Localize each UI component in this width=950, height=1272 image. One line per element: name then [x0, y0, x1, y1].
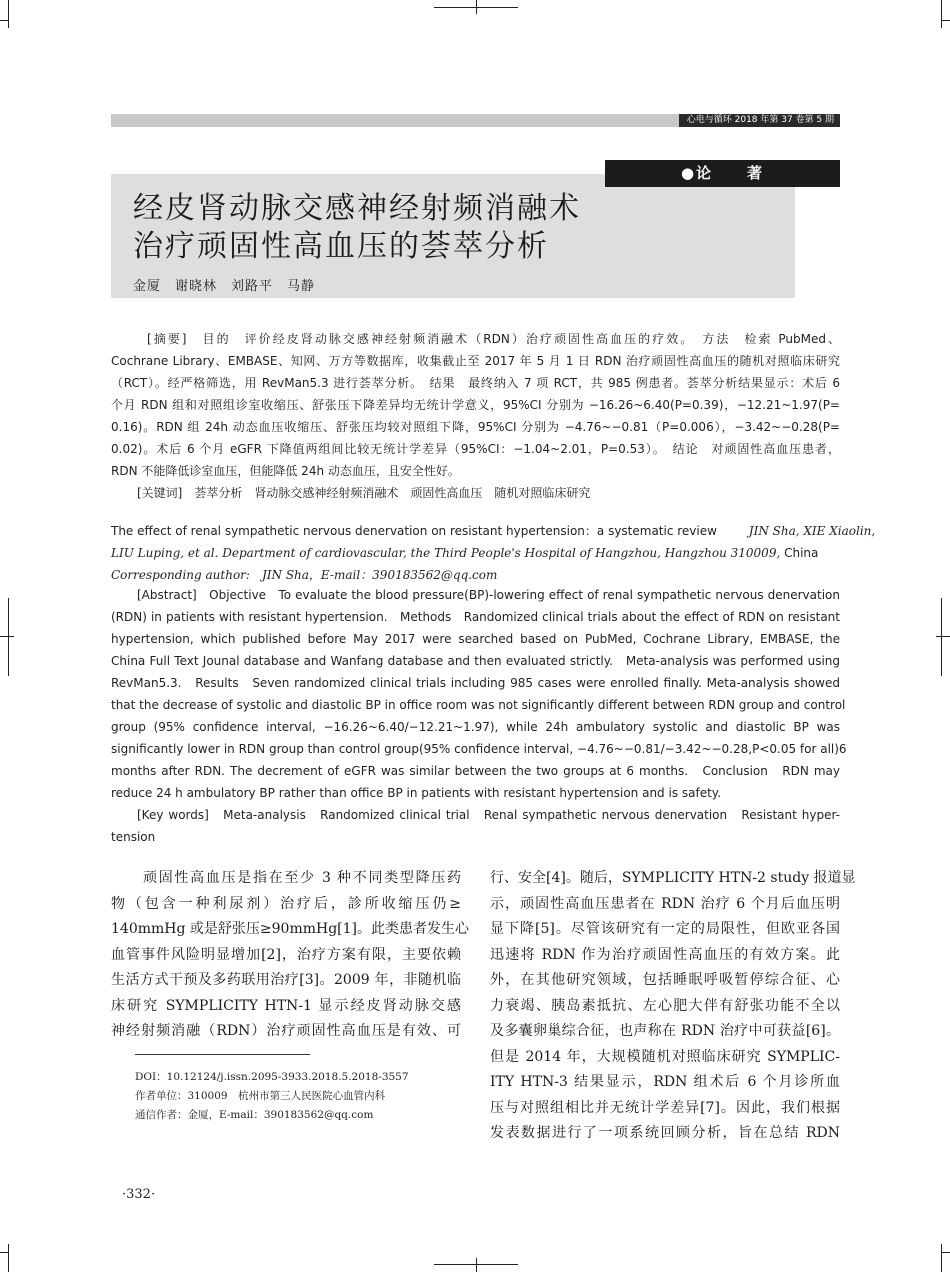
crop-mark [0, 636, 14, 637]
body-line: 物（包含一种利尿剂）治疗后，診所收缩压仍≥ [111, 895, 461, 912]
abstract-cn [111, 328, 840, 504]
header-bar [111, 114, 840, 127]
abstract-cn-line: [摘要] 目的 评价经皮肾动脉交感神经射频消融术（RDN）治疗顽固性高血压的疗效。 方法 检索 PubMed、 [147, 332, 840, 346]
abstract-cn-line: 0.02)。术后 6 个月 eGFR 下降值两组间比较无统计学差异（95%CI：−1.04~2.01，P=0.53）。 结论 对顽固性高血压患者， [111, 442, 840, 456]
crop-mark [8, 0, 9, 28]
title-line: 经皮肾动脉交感神经射频消融术 [133, 191, 581, 226]
crop-mark [941, 598, 942, 676]
authors: 金厦 谢晓林 刘路平 马静 [133, 279, 316, 294]
crop-mark [0, 1252, 8, 1253]
crop-mark [8, 598, 9, 676]
title-line: 治疗顽固性高血压的荟萃分析 [133, 229, 549, 264]
abstract-en-line: RevMan5.3. Results Seven randomized clinical trials including 985 cases were enrolled finally. Meta-analysis showed [111, 676, 840, 690]
english-title: The effect of renal sympathetic nervous denervation on resistant hypertension：a systematic review [111, 524, 717, 538]
body-line: 但是 2014 年，大规模随机对照临床研究 SYMPLIC- [490, 1048, 840, 1065]
english-affiliation: LIU Luping, et al. Department of cardiovascular, the Third People's Hospital of Hangzhou, Hangzhou 310009, [111, 546, 781, 560]
abstract-en-line: hypertension, which published before May 2017 were searched based on PubMed, Cochrane Library, EMBASE, the [111, 632, 840, 646]
keywords-cn: [关键词] 荟萃分析 肾动脉交感神经射频消融术 顽固性高血压 随机对照临床研究 [137, 486, 591, 500]
abstract-cn-line: Cochrane Library、EMBASE、知网、万方等数据库，收集截止至 2017 年 5 月 1 日 RDN 治疗顽固性高血压的随机对照临床研究 [111, 354, 840, 368]
crop-mark [8, 1244, 9, 1272]
footnote-affiliation: 作者单位：310009 杭州市第三人民医院心血管内科 [135, 1090, 386, 1102]
crop-mark [434, 1264, 518, 1265]
english-header [111, 520, 876, 586]
abstract-en-line: (RDN) in patients with resistant hypertension. Methods Randomized clinical trials about the effect of RDN on resistant [111, 610, 840, 624]
abstract-en-line: significantly lower in RDN group than control group(95% confidence interval, −4.76~−0.81/−3.42~−0.28,P<0.05 for all)6 [111, 742, 847, 756]
body-line: 力衰竭、胰岛素抵抗、左心肥大伴有舒张功能不全以 [490, 997, 840, 1014]
body-line: 床研究 SYMPLICITY HTN-1 显示经皮肾动脉交感 [111, 997, 461, 1014]
abstract-en-line: that the decrease of systolic and diastolic BP in office room was not significantly different between RDN group and control [111, 698, 846, 712]
crop-mark [434, 7, 518, 8]
keywords-en: [Key words] Meta-analysis Randomized clinical trial Renal sympathetic nervous denervation Resistant hyper- [137, 808, 840, 822]
section-label: ●论 著 [605, 160, 840, 187]
body-line: 示，顽固性高血压患者在 RDN 治疗 6 个月后血压明 [490, 895, 840, 912]
abstract-en-line: group (95% confidence interval, −16.26~6.40/−12.21~1.97), while 24h ambulatory systolic and diastolic BP was [111, 720, 840, 734]
body-line: 血管事件风险明显增加[2]，治疗方案有限，主要依赖 [111, 946, 461, 963]
abstract-cn-line: （RCT）。经严格筛选，用 RevMan5.3 进行荟萃分析。 结果 最终纳入 7 项 RCT，共 985 例患者。荟萃分析结果显示：术后 6 [111, 376, 840, 390]
body-line: 迅速将 RDN 作为治疗顽固性高血压的有效方案。此 [490, 946, 840, 963]
abstract-en-line: reduce 24 h ambulatory BP rather than office BP in patients with resistant hypertension and is safety. [111, 786, 722, 800]
body-line: 神经射频消融（RDN）治疗顽固性高血压是有效、可 [111, 1023, 461, 1039]
body-line: 生活方式干预及多药联用治疗[3]。2009 年，非随机临 [111, 972, 461, 988]
body-line: 外，在其他研究领域，包括睡眠呼吸暂停综合征、心 [490, 972, 840, 988]
page-number: ·332· [122, 1187, 156, 1202]
footnote-correspondence: 通信作者：金厦，E-mail：390183562@qq.com [135, 1109, 374, 1121]
abstract-en-line: China Full Text Jounal database and Wanfang database and then evaluated strictly. Meta-analysis was performed using [111, 654, 840, 668]
abstract-en-line: [Abstract] Objective To evaluate the blood pressure(BP)-lowering effect of renal sympathetic nervous denervation [137, 588, 840, 602]
body-left-column [111, 866, 469, 1045]
footnote-doi: DOI：10.12124/j.issn.2095-3933.2018.5.2018-3557 [135, 1071, 409, 1083]
body-line: 及多囊卵巢综合征，也声称在 RDN 治疗中可获益[6]。 [490, 1023, 840, 1039]
english-affil-line [111, 542, 840, 564]
body-line: 压与对照组相比并无统计学差异[7]。因此，我们根据 [490, 1099, 840, 1116]
abstract-en-line: months after RDN. The decrement of eGFR was similar between the two groups at 6 months. Conclusion RDN may [111, 764, 840, 778]
body-line: 140mmHg 或是舒张压≥90mmHg[1]。此类患者发生心 [111, 921, 469, 937]
crop-mark [941, 0, 942, 28]
english-authors: JIN Sha, XIE Xiaolin, [748, 524, 876, 538]
body-line: 顽固性高血压是指在至少 3 种不同类型降压药 [143, 870, 461, 886]
crop-mark [0, 20, 8, 21]
corresponding-author: Corresponding author: JIN Sha，E-mail：390183562@qq.com [111, 568, 498, 582]
abstract-cn-line: 个月 RDN 组和对照组诊室收缩压、舒张压下降差异均无统计学意义，95%CI 分别为 −16.26~6.40(P=0.39)，−12.21~1.97(P= [111, 398, 840, 412]
abstract-cn-line: RDN 不能降低诊室血压，但能降低 24h 动态血压，且安全性好。 [111, 464, 460, 478]
body-line: 发表数据进行了一项系统回顾分析，旨在总结 RDN [490, 1125, 840, 1141]
keywords-en-cont: tension [111, 830, 156, 844]
crop-mark [476, 1258, 477, 1272]
article-title [133, 190, 581, 266]
body-line: 行、安全[4]。随后，SYMPLICITY HTN-2 study 报道显 [490, 870, 856, 886]
crop-mark [936, 636, 950, 637]
abstract-cn-line: 0.16)。RDN 组 24h 动态血压收缩压、舒张压均较对照组下降，95%CI 分别为 −4.76~−0.81（P=0.006），−3.42~−0.28(P= [111, 420, 840, 434]
crop-mark [941, 1244, 942, 1272]
footnote-rule [135, 1054, 310, 1055]
journal-header: 心电与循环 2018 年第 37 卷第 5 期 [679, 114, 840, 127]
body-line: 显下降[5]。尽管该研究有一定的局限性，但欧亚各国 [490, 921, 840, 937]
crop-mark [941, 20, 950, 21]
body-line: ITY HTN-3 结果显示，RDN 组术后 6 个月诊所血 [490, 1074, 840, 1090]
body-right-column [490, 866, 856, 1147]
english-country: China [780, 546, 819, 560]
english-title-line [111, 520, 876, 542]
abstract-en [111, 584, 847, 848]
crop-mark [941, 1252, 950, 1253]
